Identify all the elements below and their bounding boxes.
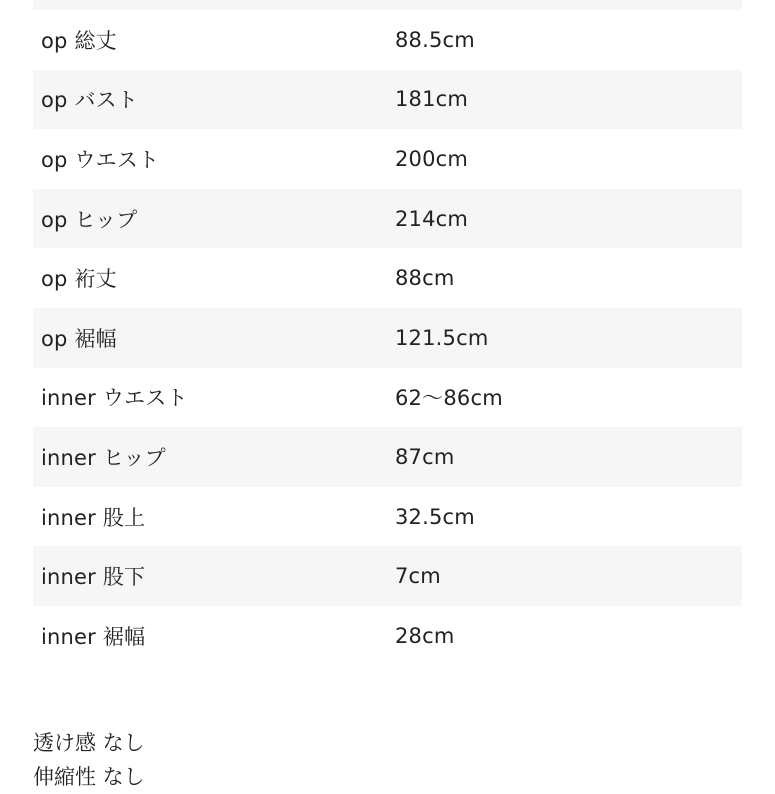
table-row	[33, 368, 742, 428]
table-row	[33, 427, 742, 487]
transparency-note: 透け感 なし	[33, 731, 145, 755]
row-label: op 裄丈	[41, 267, 117, 292]
stretch-note-partial: 伸縮性 なし	[33, 765, 145, 789]
row-label: op 総丈	[41, 28, 117, 53]
row-value: 214cm	[395, 206, 469, 231]
row-label: op 裾幅	[41, 326, 117, 351]
table-row	[33, 248, 742, 308]
row-value: 88cm	[395, 266, 455, 291]
row-label: inner 裾幅	[41, 624, 146, 649]
table-row	[33, 308, 742, 368]
row-value: 28cm	[395, 623, 455, 648]
row-value: 32.5cm	[395, 504, 475, 529]
row-value: 7cm	[395, 564, 441, 589]
table-row	[33, 129, 742, 189]
row-label: inner 股下	[41, 565, 146, 590]
row-label: op ウエスト	[41, 147, 160, 172]
table-top-row-fragment	[33, 0, 742, 10]
table-row	[33, 10, 742, 70]
row-value: 62〜86cm	[395, 386, 503, 411]
row-value: 87cm	[395, 444, 455, 469]
table-row	[33, 487, 742, 547]
row-label: op ヒップ	[41, 207, 138, 232]
row-value: 181cm	[395, 87, 469, 112]
row-label: op バスト	[41, 88, 139, 113]
row-value: 121.5cm	[395, 325, 489, 350]
row-value: 88.5cm	[395, 27, 475, 52]
row-label: inner ヒップ	[41, 445, 166, 470]
size-spec-table	[33, 10, 742, 666]
table-row	[33, 606, 742, 666]
row-label: inner ウエスト	[41, 386, 188, 411]
table-row	[33, 546, 742, 606]
row-label: inner 股上	[41, 505, 146, 530]
table-row	[33, 189, 742, 249]
row-value: 200cm	[395, 146, 469, 171]
product-notes	[33, 726, 145, 794]
table-row	[33, 70, 742, 130]
